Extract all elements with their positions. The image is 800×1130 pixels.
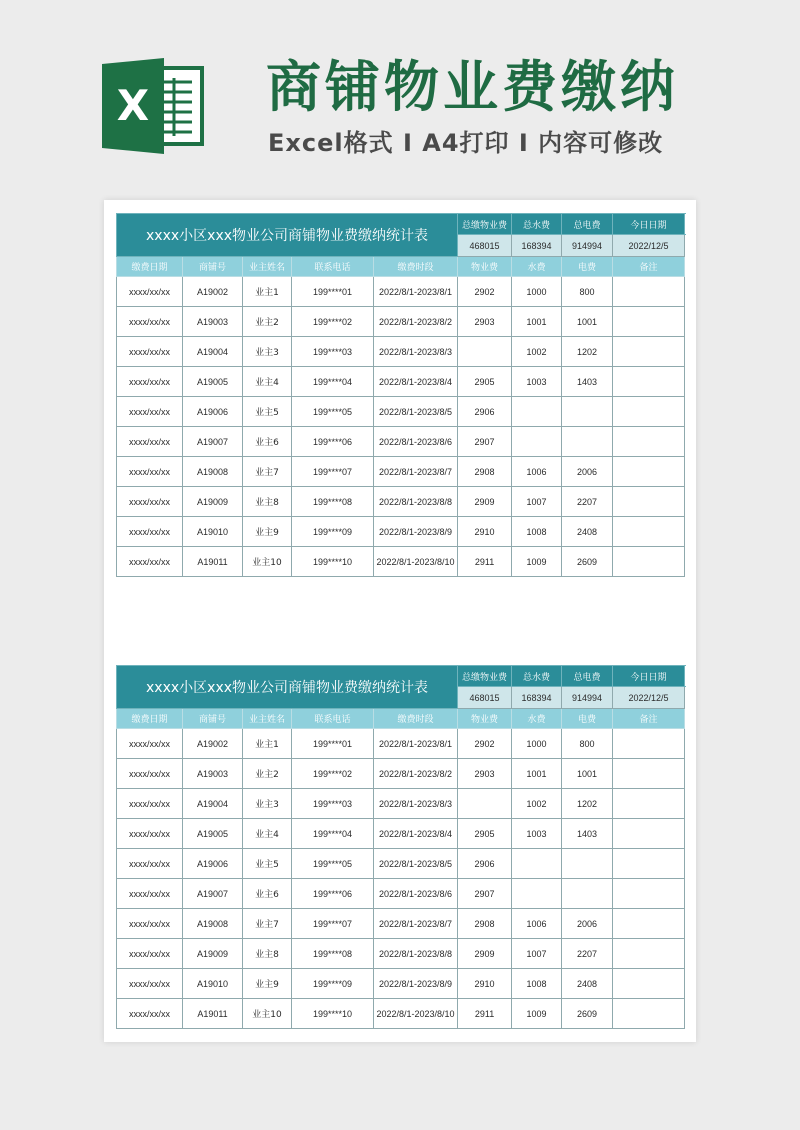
shop-no-cell[interactable]: A19005 — [183, 367, 243, 397]
property-fee-cell[interactable]: 2911 — [458, 999, 512, 1029]
header-property-fee: 物业费 — [458, 257, 512, 277]
remarks-cell[interactable] — [613, 547, 685, 577]
phone-cell[interactable]: 199****04 — [292, 367, 374, 397]
header-shop-no: 商铺号 — [183, 709, 243, 729]
table-row — [117, 939, 685, 969]
header-row — [117, 257, 685, 277]
header-period: 缴费时段 — [374, 709, 458, 729]
period-cell[interactable]: 2022/8/1-2023/8/4 — [374, 819, 458, 849]
owner-name-cell[interactable]: 业主10 — [243, 547, 292, 577]
water-fee-cell[interactable]: 1007 — [512, 487, 562, 517]
owner-name-cell[interactable]: 业主9 — [243, 969, 292, 999]
fee-table-1 — [116, 213, 684, 577]
owner-name-cell[interactable]: 业主9 — [243, 517, 292, 547]
phone-cell[interactable]: 199****03 — [292, 337, 374, 367]
owner-name-cell[interactable]: 业主8 — [243, 939, 292, 969]
remarks-cell[interactable] — [613, 879, 685, 909]
water-fee-cell[interactable] — [512, 397, 562, 427]
remarks-cell[interactable] — [613, 999, 685, 1029]
shop-no-cell[interactable]: A19006 — [183, 397, 243, 427]
property-fee-cell[interactable] — [458, 337, 512, 367]
owner-name-cell[interactable]: 业主6 — [243, 427, 292, 457]
electric-fee-cell[interactable]: 2408 — [562, 517, 613, 547]
property-fee-cell[interactable]: 2910 — [458, 969, 512, 999]
electric-fee-cell[interactable]: 1403 — [562, 367, 613, 397]
property-fee-cell[interactable]: 2906 — [458, 397, 512, 427]
remarks-cell[interactable] — [613, 517, 685, 547]
hero-subtitle: Excel格式 I A4打印 I 内容可修改 — [268, 129, 664, 157]
property-fee-cell[interactable]: 2910 — [458, 517, 512, 547]
shop-no-cell[interactable]: A19010 — [183, 969, 243, 999]
electric-fee-cell[interactable] — [562, 879, 613, 909]
header-pay-date: 缴费日期 — [117, 257, 183, 277]
pay-date-cell[interactable]: xxxx/xx/xx — [117, 457, 183, 487]
remarks-cell[interactable] — [613, 457, 685, 487]
table-row — [117, 277, 685, 307]
remarks-cell[interactable] — [613, 849, 685, 879]
header-electric-fee: 电费 — [562, 257, 613, 277]
water-fee-cell[interactable] — [512, 849, 562, 879]
table-row — [117, 999, 685, 1029]
shop-no-cell[interactable]: A19004 — [183, 789, 243, 819]
shop-no-cell[interactable]: A19003 — [183, 759, 243, 789]
hero-title: 商铺物业费缴纳 — [266, 55, 680, 119]
period-cell[interactable]: 2022/8/1-2023/8/10 — [374, 999, 458, 1029]
today-date-value[interactable]: 2022/12/5 — [613, 235, 685, 257]
property-fee-cell[interactable]: 2905 — [458, 819, 512, 849]
remarks-cell[interactable] — [613, 367, 685, 397]
header-pay-date: 缴费日期 — [117, 709, 183, 729]
remarks-cell[interactable] — [613, 487, 685, 517]
shop-no-cell[interactable]: A19010 — [183, 517, 243, 547]
pay-date-cell[interactable]: xxxx/xx/xx — [117, 307, 183, 337]
header-property-fee: 物业费 — [458, 709, 512, 729]
shop-no-cell[interactable]: A19007 — [183, 879, 243, 909]
pay-date-cell[interactable]: xxxx/xx/xx — [117, 277, 183, 307]
electric-fee-cell[interactable]: 2609 — [562, 999, 613, 1029]
water-fee-cell[interactable]: 1002 — [512, 789, 562, 819]
table-row — [117, 517, 685, 547]
pay-date-cell[interactable]: xxxx/xx/xx — [117, 879, 183, 909]
phone-cell[interactable]: 199****10 — [292, 999, 374, 1029]
remarks-cell[interactable] — [613, 969, 685, 999]
table-row — [117, 729, 685, 759]
table-title: xxxx小区xxx物业公司商铺物业费缴纳统计表 — [117, 214, 458, 257]
pay-date-cell[interactable]: xxxx/xx/xx — [117, 517, 183, 547]
shop-no-cell[interactable]: A19011 — [183, 547, 243, 577]
phone-cell[interactable]: 199****03 — [292, 789, 374, 819]
shop-no-cell[interactable]: A19009 — [183, 939, 243, 969]
pay-date-cell[interactable]: xxxx/xx/xx — [117, 969, 183, 999]
water-fee-cell[interactable]: 1007 — [512, 939, 562, 969]
water-fee-cell[interactable]: 1001 — [512, 307, 562, 337]
excel-icon — [102, 58, 206, 154]
shop-no-cell[interactable]: A19007 — [183, 427, 243, 457]
pay-date-cell[interactable]: xxxx/xx/xx — [117, 849, 183, 879]
shop-no-cell[interactable]: A19002 — [183, 729, 243, 759]
period-cell[interactable]: 2022/8/1-2023/8/5 — [374, 849, 458, 879]
table-row — [117, 307, 685, 337]
header-remarks: 备注 — [613, 257, 685, 277]
water-fee-cell[interactable]: 1001 — [512, 759, 562, 789]
property-fee-cell[interactable]: 2909 — [458, 939, 512, 969]
table-row — [117, 367, 685, 397]
period-cell[interactable]: 2022/8/1-2023/8/7 — [374, 909, 458, 939]
header-period: 缴费时段 — [374, 257, 458, 277]
electric-fee-cell[interactable]: 2207 — [562, 487, 613, 517]
water-fee-cell[interactable]: 1002 — [512, 337, 562, 367]
total-water-fee-value[interactable]: 168394 — [512, 235, 562, 257]
pay-date-cell[interactable]: xxxx/xx/xx — [117, 397, 183, 427]
electric-fee-cell[interactable]: 2207 — [562, 939, 613, 969]
water-fee-cell[interactable]: 1008 — [512, 517, 562, 547]
table-row — [117, 427, 685, 457]
period-cell[interactable]: 2022/8/1-2023/8/9 — [374, 517, 458, 547]
owner-name-cell[interactable]: 业主5 — [243, 397, 292, 427]
property-fee-cell[interactable]: 2911 — [458, 547, 512, 577]
period-cell[interactable]: 2022/8/1-2023/8/6 — [374, 427, 458, 457]
property-fee-cell[interactable]: 2909 — [458, 487, 512, 517]
header-phone: 联系电话 — [292, 257, 374, 277]
owner-name-cell[interactable]: 业主6 — [243, 879, 292, 909]
owner-name-cell[interactable]: 业主7 — [243, 909, 292, 939]
remarks-cell[interactable] — [613, 427, 685, 457]
pay-date-cell[interactable]: xxxx/xx/xx — [117, 789, 183, 819]
table-row — [117, 819, 685, 849]
pay-date-cell[interactable]: xxxx/xx/xx — [117, 427, 183, 457]
total-electric-fee-label: 总电费 — [562, 666, 613, 687]
period-cell[interactable]: 2022/8/1-2023/8/10 — [374, 547, 458, 577]
shop-no-cell[interactable]: A19004 — [183, 337, 243, 367]
pay-date-cell[interactable]: xxxx/xx/xx — [117, 487, 183, 517]
owner-name-cell[interactable]: 业主3 — [243, 337, 292, 367]
period-cell[interactable]: 2022/8/1-2023/8/1 — [374, 277, 458, 307]
excel-logo-letter: X — [116, 81, 150, 130]
period-cell[interactable]: 2022/8/1-2023/8/5 — [374, 397, 458, 427]
total-property-fee-value[interactable]: 468015 — [458, 235, 512, 257]
phone-cell[interactable]: 199****01 — [292, 277, 374, 307]
table-row — [117, 849, 685, 879]
phone-cell[interactable]: 199****10 — [292, 547, 374, 577]
period-cell[interactable]: 2022/8/1-2023/8/6 — [374, 879, 458, 909]
period-cell[interactable]: 2022/8/1-2023/8/3 — [374, 789, 458, 819]
table-row — [117, 337, 685, 367]
water-fee-cell[interactable]: 1000 — [512, 729, 562, 759]
shop-no-cell[interactable]: A19011 — [183, 999, 243, 1029]
phone-cell[interactable]: 199****04 — [292, 819, 374, 849]
owner-name-cell[interactable]: 业主7 — [243, 457, 292, 487]
property-fee-cell[interactable]: 2905 — [458, 367, 512, 397]
phone-cell[interactable]: 199****07 — [292, 457, 374, 487]
property-fee-cell[interactable] — [458, 789, 512, 819]
property-fee-cell[interactable]: 2907 — [458, 427, 512, 457]
phone-cell[interactable]: 199****05 — [292, 849, 374, 879]
electric-fee-cell[interactable]: 2408 — [562, 969, 613, 999]
shop-no-cell[interactable]: A19002 — [183, 277, 243, 307]
remarks-cell[interactable] — [613, 397, 685, 427]
phone-cell[interactable]: 199****07 — [292, 909, 374, 939]
electric-fee-cell[interactable]: 1202 — [562, 337, 613, 367]
owner-name-cell[interactable]: 业主8 — [243, 487, 292, 517]
property-fee-cell[interactable]: 2902 — [458, 277, 512, 307]
electric-fee-cell[interactable]: 800 — [562, 729, 613, 759]
phone-cell[interactable]: 199****06 — [292, 879, 374, 909]
property-fee-cell[interactable]: 2903 — [458, 307, 512, 337]
period-cell[interactable]: 2022/8/1-2023/8/9 — [374, 969, 458, 999]
pay-date-cell[interactable]: xxxx/xx/xx — [117, 819, 183, 849]
electric-fee-cell[interactable] — [562, 849, 613, 879]
water-fee-cell[interactable]: 1008 — [512, 969, 562, 999]
shop-no-cell[interactable]: A19008 — [183, 457, 243, 487]
water-fee-cell[interactable]: 1003 — [512, 819, 562, 849]
today-date-label: 今日日期 — [613, 214, 685, 235]
total-property-fee-label: 总缴物业费 — [458, 214, 512, 235]
owner-name-cell[interactable]: 业主2 — [243, 307, 292, 337]
electric-fee-cell[interactable]: 1001 — [562, 759, 613, 789]
fee-table — [116, 213, 685, 577]
table-row — [117, 879, 685, 909]
water-fee-cell[interactable]: 1003 — [512, 367, 562, 397]
owner-name-cell[interactable]: 业主1 — [243, 277, 292, 307]
water-fee-cell[interactable]: 1009 — [512, 547, 562, 577]
header-remarks: 备注 — [613, 709, 685, 729]
shop-no-cell[interactable]: A19009 — [183, 487, 243, 517]
owner-name-cell[interactable]: 业主2 — [243, 759, 292, 789]
period-cell[interactable]: 2022/8/1-2023/8/3 — [374, 337, 458, 367]
remarks-cell[interactable] — [613, 307, 685, 337]
header-owner-name: 业主姓名 — [243, 709, 292, 729]
total-water-fee-label: 总水费 — [512, 666, 562, 687]
owner-name-cell[interactable]: 业主4 — [243, 819, 292, 849]
electric-fee-cell[interactable]: 1403 — [562, 819, 613, 849]
pay-date-cell[interactable]: xxxx/xx/xx — [117, 939, 183, 969]
table-row — [117, 547, 685, 577]
header-electric-fee: 电费 — [562, 709, 613, 729]
today-date-value[interactable]: 2022/12/5 — [613, 687, 685, 709]
electric-fee-cell[interactable]: 2006 — [562, 457, 613, 487]
phone-cell[interactable]: 199****05 — [292, 397, 374, 427]
pay-date-cell[interactable]: xxxx/xx/xx — [117, 999, 183, 1029]
water-fee-cell[interactable]: 1006 — [512, 909, 562, 939]
owner-name-cell[interactable]: 业主3 — [243, 789, 292, 819]
hero-banner — [0, 0, 800, 200]
table-row — [117, 759, 685, 789]
total-electric-fee-value[interactable]: 914994 — [562, 235, 613, 257]
property-fee-cell[interactable]: 2903 — [458, 759, 512, 789]
phone-cell[interactable]: 199****02 — [292, 759, 374, 789]
table-row — [117, 789, 685, 819]
electric-fee-cell[interactable]: 1001 — [562, 307, 613, 337]
property-fee-cell[interactable]: 2902 — [458, 729, 512, 759]
phone-cell[interactable]: 199****06 — [292, 427, 374, 457]
electric-fee-cell[interactable]: 2609 — [562, 547, 613, 577]
property-fee-cell[interactable]: 2908 — [458, 457, 512, 487]
remarks-cell[interactable] — [613, 277, 685, 307]
period-cell[interactable]: 2022/8/1-2023/8/4 — [374, 367, 458, 397]
pay-date-cell[interactable]: xxxx/xx/xx — [117, 547, 183, 577]
table-row — [117, 969, 685, 999]
header-row — [117, 709, 685, 729]
table-row — [117, 909, 685, 939]
header-shop-no: 商铺号 — [183, 257, 243, 277]
owner-name-cell[interactable]: 业主5 — [243, 849, 292, 879]
header-owner-name: 业主姓名 — [243, 257, 292, 277]
fee-table — [116, 665, 685, 1029]
shop-no-cell[interactable]: A19003 — [183, 307, 243, 337]
water-fee-cell[interactable] — [512, 879, 562, 909]
phone-cell[interactable]: 199****09 — [292, 969, 374, 999]
header-water-fee: 水费 — [512, 709, 562, 729]
phone-cell[interactable]: 199****02 — [292, 307, 374, 337]
owner-name-cell[interactable]: 业主1 — [243, 729, 292, 759]
table-title: xxxx小区xxx物业公司商铺物业费缴纳统计表 — [117, 666, 458, 709]
owner-name-cell[interactable]: 业主4 — [243, 367, 292, 397]
pay-date-cell[interactable]: xxxx/xx/xx — [117, 367, 183, 397]
period-cell[interactable]: 2022/8/1-2023/8/2 — [374, 759, 458, 789]
header-phone: 联系电话 — [292, 709, 374, 729]
shop-no-cell[interactable]: A19006 — [183, 849, 243, 879]
water-fee-cell[interactable]: 1006 — [512, 457, 562, 487]
today-date-label: 今日日期 — [613, 666, 685, 687]
property-fee-cell[interactable]: 2908 — [458, 909, 512, 939]
shop-no-cell[interactable]: A19008 — [183, 909, 243, 939]
shop-no-cell[interactable]: A19005 — [183, 819, 243, 849]
period-cell[interactable]: 2022/8/1-2023/8/2 — [374, 307, 458, 337]
remarks-cell[interactable] — [613, 789, 685, 819]
table-row — [117, 397, 685, 427]
total-electric-fee-label: 总电费 — [562, 214, 613, 235]
total-property-fee-label: 总缴物业费 — [458, 666, 512, 687]
remarks-cell[interactable] — [613, 759, 685, 789]
pay-date-cell[interactable]: xxxx/xx/xx — [117, 729, 183, 759]
phone-cell[interactable]: 199****01 — [292, 729, 374, 759]
water-fee-cell[interactable]: 1009 — [512, 999, 562, 1029]
fee-table-2 — [116, 665, 684, 1029]
period-cell[interactable]: 2022/8/1-2023/8/1 — [374, 729, 458, 759]
table-row — [117, 487, 685, 517]
electric-fee-cell[interactable]: 1202 — [562, 789, 613, 819]
phone-cell[interactable]: 199****08 — [292, 939, 374, 969]
period-cell[interactable]: 2022/8/1-2023/8/7 — [374, 457, 458, 487]
electric-fee-cell[interactable]: 2006 — [562, 909, 613, 939]
total-electric-fee-value[interactable]: 914994 — [562, 687, 613, 709]
water-fee-cell[interactable]: 1000 — [512, 277, 562, 307]
header-water-fee: 水费 — [512, 257, 562, 277]
total-water-fee-label: 总水费 — [512, 214, 562, 235]
phone-cell[interactable]: 199****08 — [292, 487, 374, 517]
pay-date-cell[interactable]: xxxx/xx/xx — [117, 759, 183, 789]
property-fee-cell[interactable]: 2906 — [458, 849, 512, 879]
remarks-cell[interactable] — [613, 939, 685, 969]
remarks-cell[interactable] — [613, 819, 685, 849]
total-water-fee-value[interactable]: 168394 — [512, 687, 562, 709]
property-fee-cell[interactable]: 2907 — [458, 879, 512, 909]
phone-cell[interactable]: 199****09 — [292, 517, 374, 547]
period-cell[interactable]: 2022/8/1-2023/8/8 — [374, 487, 458, 517]
electric-fee-cell[interactable] — [562, 397, 613, 427]
spreadsheet-page — [104, 200, 696, 1042]
water-fee-cell[interactable] — [512, 427, 562, 457]
remarks-cell[interactable] — [613, 729, 685, 759]
total-property-fee-value[interactable]: 468015 — [458, 687, 512, 709]
remarks-cell[interactable] — [613, 337, 685, 367]
remarks-cell[interactable] — [613, 909, 685, 939]
electric-fee-cell[interactable] — [562, 427, 613, 457]
owner-name-cell[interactable]: 业主10 — [243, 999, 292, 1029]
pay-date-cell[interactable]: xxxx/xx/xx — [117, 337, 183, 367]
table-row — [117, 457, 685, 487]
electric-fee-cell[interactable]: 800 — [562, 277, 613, 307]
period-cell[interactable]: 2022/8/1-2023/8/8 — [374, 939, 458, 969]
pay-date-cell[interactable]: xxxx/xx/xx — [117, 909, 183, 939]
